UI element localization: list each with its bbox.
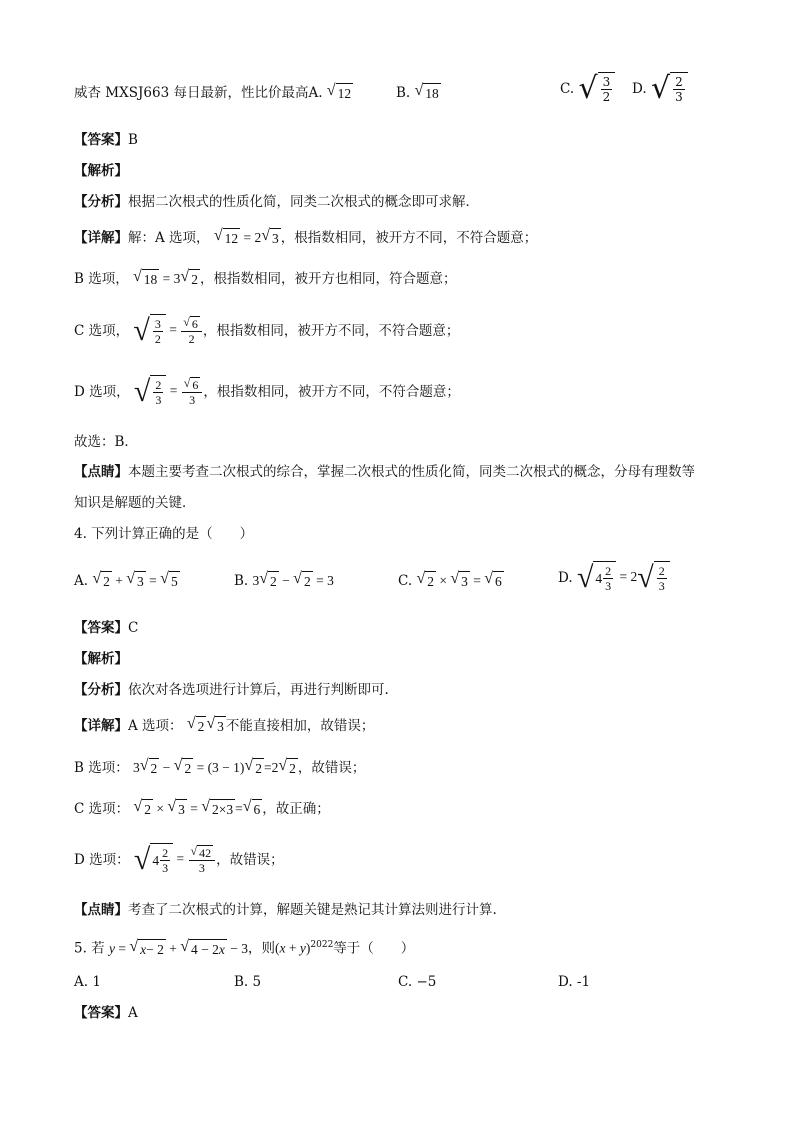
q3-option-c [560,72,615,106]
q3-option-b-sqrt: √ 18 [415,83,441,104]
q4-detail-b [74,758,365,779]
q3-jiexi: 【解析】 [74,163,128,179]
q3-option-d-sqrt: √ $\frac{2}{3}$ [651,72,688,106]
q4-detail-a [74,716,374,737]
q5-exponent: 2022 [310,940,334,950]
q3-option-a-sqrt: √ 12 [327,83,353,104]
q3-detail-d-lead: D 选项， [74,384,130,400]
q3-answer [74,130,138,150]
q3-detail-d-eq: √ $\frac{2}{3}$ = √ 6 3 [134,383,203,398]
q3-detail-c-lead: C 选项， [74,323,130,339]
q3-detail-b-lead: B 选项， [74,271,129,287]
q4-option-c: C. √ 2 × √ 3 = √ 6 [398,571,504,592]
q4-detail-d-tail: ，故错误； [216,852,284,868]
q3-option-c-sqrt: √ $\frac{3}{2}$ [578,72,615,106]
q3-options-line [74,83,353,104]
q4-detail-d-lead: D 选项： [74,852,130,868]
q4-detail-b-tail: ，故错误； [297,760,366,776]
q5-answer-tag: 【答案】 [74,1005,128,1021]
q4-detail-d [74,843,284,877]
q3-detail-c [74,314,459,348]
q5-stem-end: 等于（ ） [333,940,415,957]
q5-option-c [398,972,436,992]
q3-option-d [632,72,688,106]
q4-detail-a-eq: √ 2 √ 3 [187,718,226,733]
q3-detail-a-tail: ，根指数相同，被开方不同，不符合题意； [280,230,538,246]
q4-fenxi [74,680,389,700]
q3-option-c-num: 3 [602,75,611,89]
q3-detail-a [74,228,537,249]
q4-detail-a-tail: 不能直接相加，故错误； [225,718,375,734]
q4-option-a: A. √ 2 + √ 3 = √ 5 [74,571,180,592]
q5-option-d: D. -1 [558,974,591,990]
q4-answer-tag: 【答案】 [74,620,128,636]
q3-dianjing-2: 知识是解题的关键． [74,495,196,511]
q3-detail-c-tail: ，根指数相同，被开方不同，不符合题意； [202,323,460,339]
q5-option-a: A. 1 [74,974,101,990]
q4-detail-b-eq: 3 √ 2 − √ 2 = (3 − 1) √ 2 =2 √ 2 [133,760,298,775]
q3-detail-tag: 【详解】 [74,230,128,246]
q3-fenxi [74,192,479,212]
q3-dianjing-tag: 【点睛】 [74,464,128,480]
q3-fenxi-text: 根据二次根式的性质化简，同类二次根式的概念即可求解． [128,194,479,210]
q3-detail-d-tail: ，根指数相同，被开方不同，不符合题意； [203,384,460,400]
q4-dianjing-tag: 【点睛】 [74,902,128,918]
q4-detail-a-lead: A 选项： [128,718,183,734]
q5-expr: (x + y) [275,940,311,956]
q5-equation: y = √ x − 2 + √ 4 − 2 x − 3 [109,941,248,956]
q3-option-d-den: 3 [675,90,683,104]
q4-detail-c [74,799,330,820]
q3-line-prefix: 威杏 MXSJ663 每日最新，性比价最高 [74,85,309,101]
q3-conclusion: 故选：B． [74,434,138,450]
q4-detail-d-eq: √ 4 $\frac{2}{3}$ = √ 42 3 [134,851,216,866]
q4-detail-c-eq: √ 2 × √ 3 = √ 2×3 = √ 6 [133,801,262,816]
q4-option-b-label: B. [234,573,249,589]
q3-answer-value: B [128,132,138,148]
q4-option-a-label: A. [74,573,89,589]
q4-detail-c-lead: C 选项： [74,801,130,817]
q3-detail-b-eq: √ 18 = 3 √ 2 [133,271,200,286]
q5-stem-post: ，则 [248,940,276,957]
q3-detail-lead: 解：A 选项， [128,230,210,246]
q3-answer-tag: 【答案】 [74,132,128,148]
q4-option-c-label: C. [398,573,413,589]
q3-detail-b-tail: ，根指数相同，被开方也相同，符合题意； [199,271,457,287]
q4-detail-c-tail: ，故正确； [262,801,330,817]
q4-detail-b-lead: B 选项： [74,760,129,776]
q3-detail-d [74,375,460,409]
q4-answer-value: C [128,620,139,636]
q3-option-c-den: 2 [602,90,611,104]
q4-detail-tag: 【详解】 [74,718,128,734]
q4-option-d-label: D. [558,570,573,586]
q3-option-b [396,83,441,104]
q5-option-c-value: −5 [416,974,437,990]
q3-option-d-label: D. [632,81,647,97]
q3-option-a-label: A. [308,85,323,101]
q3-option-c-label: C. [560,81,575,97]
q3-detail-a-eq: √ 12 = 2 √ 3 [214,230,281,245]
q5-stem-pre: 5. 若 [74,940,105,957]
q5-answer-value: A [128,1005,138,1021]
q4-fenxi-tag: 【分析】 [74,682,128,698]
q4-dianjing-text: 考查了二次根式的计算，解题关键是熟记其计算法则进行计算. [128,902,497,918]
q4-jiexi: 【解析】 [74,651,128,667]
q3-option-b-radicand: 18 [423,83,441,104]
q3-fenxi-tag: 【分析】 [74,194,128,210]
q5-option-c-label: C. [398,974,413,990]
q4-option-b: B. 3 √ 2 − √ 2 = 3 [234,571,334,592]
q5-option-b: B. 5 [234,974,262,990]
q4-dianjing [74,900,497,920]
q3-dianjing-line1: 本题主要考查二次根式的综合，掌握二次根式的性质化简，同类二次根式的概念，分母有理数等 [128,464,695,480]
q3-detail-b [74,269,456,290]
q3-option-a-radicand: 12 [336,83,354,104]
q3-option-d-num: 2 [675,75,683,89]
q3-detail-c-eq: √ $\frac{3}{2}$ = √ 6 2 [133,322,202,337]
q4-stem: 4. 下列计算正确的是（ ） [74,526,254,542]
q5-stem [74,935,414,960]
q3-dianjing-1 [74,462,695,482]
q4-answer [74,618,138,638]
q5-answer [74,1003,138,1023]
q4-fenxi-text: 依次对各选项进行计算后，再进行判断即可. [128,682,389,698]
q3-option-b-label: B. [396,85,411,101]
q4-option-d: D. √ 4 $\frac{2}{3}$ = 2 √ $\frac{2}{3}$ [558,561,670,595]
